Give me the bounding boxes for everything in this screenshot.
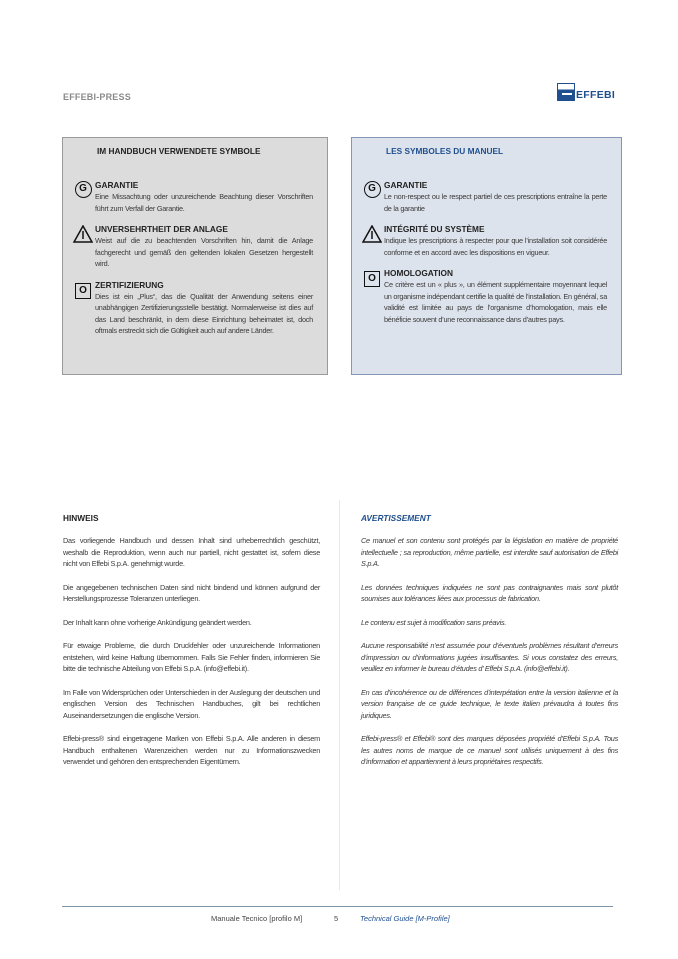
- certification-icon: O: [75, 283, 91, 299]
- symbols-box-french: [351, 137, 622, 375]
- symbol-heading: HOMOLOGATION: [384, 268, 453, 278]
- symbol-item: [71, 224, 313, 270]
- symbol-text: Indique les prescriptions à respecter pour que l’installation soit considérée conforme et en accord avec les dispositions en vigueur.: [384, 236, 607, 257]
- certification-icon: O: [364, 271, 380, 287]
- guarantee-icon: G: [364, 181, 381, 198]
- effebi-logo: [557, 83, 615, 101]
- notice-paragraph: Im Falle von Widersprüchen oder Unterschieden in der Auslegung der deutschen und englischen Version des Technischen Handbuches, gilt bei rechtlichen Auseinandersetzungen die englische Version.: [63, 687, 320, 720]
- notice-paragraph: Der Inhalt kann ohne vorherige Ankündigung geändert werden.: [63, 617, 252, 627]
- warning-icon: [73, 225, 93, 243]
- symbols-title: LES SYMBOLES DU MANUEL: [386, 146, 504, 156]
- symbol-text: Weist auf die zu beachtenden Vorschriften hin, damit die Anlage fachgerecht und gemäß den geltenden lokalen Gesetzen hergestellt wird.: [95, 236, 313, 268]
- symbol-heading: ZERTIFIZIERUNG: [95, 279, 164, 290]
- symbol-item: [360, 268, 607, 325]
- notice-paragraph: Aucune responsabilité n’est assumée pour d’éventuels problèmes résultant d’erreurs d’impression ou d’informations jugées insuffisantes. Si vous constatez des erreurs, veuillez en informer le bureau d’études d’ Effebi S.p.A. (info@effebi.it).: [361, 641, 618, 673]
- symbol-heading: GARANTIE: [95, 180, 139, 190]
- page-number: 5: [334, 914, 339, 923]
- notice-paragraph: Ce manuel et son contenu sont protégés par la législation en matière de propriété intellectuelle ; sa reproduction, même partielle, est interdite sauf autorisation de Effebi S.p.A.: [361, 536, 618, 568]
- notice-paragraph: Die angegebenen technischen Daten sind nicht bindend und können aufgrund der Herstellungsprozesse Toleranzen unterliegen.: [63, 582, 320, 603]
- guarantee-icon: G: [75, 181, 92, 198]
- column-divider: [339, 500, 340, 890]
- notice-paragraph: En cas d’incohérence ou de différences d’interpétation entre la version italienne et la version française de ce guide technique, le texte italien prévaudra à toutes fins juridiques.: [361, 687, 618, 720]
- notice-french: [361, 513, 618, 780]
- footer-divider: [62, 906, 613, 907]
- notice-paragraph: Les données techniques indiquées ne sont pas contraignantes mais sont plutôt soumises aux tolérances liées aux processus de fabrication.: [361, 582, 618, 603]
- footer-left-title: Manuale Tecnico [profilo M]: [211, 914, 303, 923]
- symbol-heading: INTÉGRITÉ DU SYSTÈME: [384, 224, 485, 234]
- notice-paragraph: Le contenu est sujet à modification sans préavis.: [361, 617, 507, 627]
- symbol-text: Eine Missachtung oder unzureichende Beachtung dieser Vorschriften führt zum Verfall der Garantie.: [95, 192, 313, 213]
- footer-right-title: Technical Guide [M-Profile]: [360, 914, 450, 923]
- notice-title: HINWEIS: [63, 513, 99, 523]
- symbol-heading: UNVERSEHRTHEIT DER ANLAGE: [95, 224, 228, 234]
- symbols-title: IM HANDBUCH VERWENDETE SYMBOLE: [97, 146, 261, 156]
- symbol-text: Dies ist ein „Plus“, das die Qualität der Anwendung seitens einer unabhängigen Zertifizierungsstelle bestätigt. Normalerweise ist dies auf das Land beschränkt, in dem diese Einrichtung beheimatet ist, doch oftmals erstreckt sich die Gültigkeit auch auf andere Länder.: [95, 291, 313, 335]
- document-header-title: EFFEBI-PRESS: [63, 92, 131, 102]
- logo-text: EFFEBI: [576, 89, 616, 101]
- logo-mark-icon: [557, 83, 575, 101]
- symbol-text: Le non-respect ou le respect partiel de ces prescriptions entraîne la perte de la garantie: [384, 192, 607, 213]
- symbol-item: [71, 280, 313, 337]
- warning-icon: [362, 225, 382, 243]
- notice-paragraph: Effebi-press® sind eingetragene Marken von Effebi S.p.A. Alle anderen in diesem Handbuch enthaltenen Warenzeichen werden nur zu Informationszwecken verwendet und gehören den entsprechenden Eigentümern.: [63, 734, 320, 766]
- symbol-text: Ce critère est un « plus », un élément supplémentaire moyennant lequel un organisme indépendant certifie la qualité de l’installation. En général, sa validité est limitée au pays de l’organisme d’homologation, mais elle bénéficie souvent d’une reconnaissance dans d’autres pays.: [384, 280, 607, 324]
- symbol-item: [360, 180, 607, 214]
- symbol-item: [71, 180, 313, 214]
- notice-title: AVERTISSEMENT: [361, 513, 431, 523]
- notice-paragraph: Für etwaige Probleme, die durch Druckfehler oder unzureichende Informationen entstehen, wird keine Haftung übernommen. Falls Sie Fehler finden, informieren Sie bitte die technische Abteilung von Effebi S.p.A. (info@effebi.it).: [63, 641, 320, 673]
- notice-paragraph: Das vorliegende Handbuch und dessen Inhalt sind urheberrechtlich geschützt, weshalb die Reproduktion, wenn auch nur partiell, nicht gestattet ist, sofern diese nicht von Effebi S.p.A. genehmigt wurde.: [63, 536, 320, 568]
- symbol-item: [360, 224, 607, 258]
- notice-paragraph: Effebi-press® et Effebi® sont des marques déposées propriété d’Effebi S.p.A. Tous les autres noms de marque de ce manuel sont utilisés uniquement à des fins d’information et appartiennent à leurs propriétaires respectifs.: [361, 734, 618, 766]
- symbol-heading: GARANTIE: [384, 180, 428, 190]
- notice-german: [63, 513, 320, 780]
- symbols-box-german: [62, 137, 328, 375]
